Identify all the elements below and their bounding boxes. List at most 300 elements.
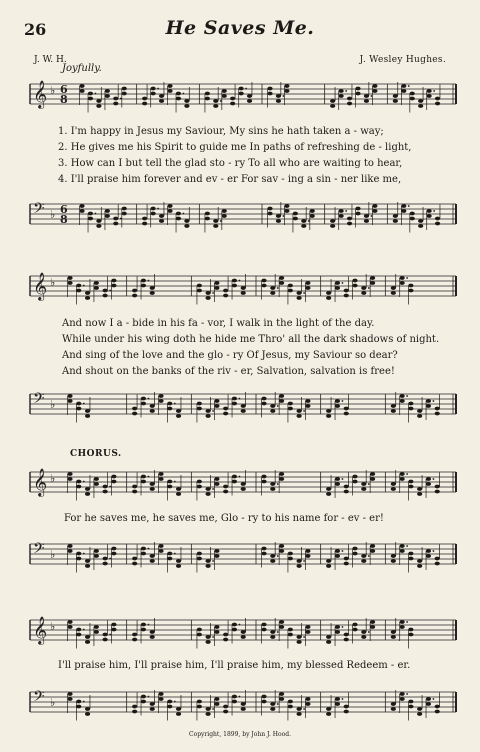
- verse-4-line-1: 4. I'll praise him forever and ev - er For sav - ing a sin - ner like me,: [58, 174, 402, 185]
- note-head: [167, 552, 172, 556]
- note-head: [361, 635, 366, 639]
- note-head: [150, 559, 155, 563]
- dot: [433, 550, 435, 552]
- dot: [406, 395, 408, 397]
- note-head: [176, 559, 181, 563]
- dot: [148, 398, 150, 400]
- note-head: [88, 217, 93, 221]
- note-head: [85, 487, 90, 491]
- note-head: [103, 490, 108, 494]
- note-head: [310, 214, 315, 218]
- note-head: [401, 84, 406, 88]
- note-head: [223, 490, 228, 494]
- note-head: [408, 485, 413, 489]
- verse-4-line-2: And shout on the banks of the riv - er, Salvation, salvation is free!: [62, 366, 395, 377]
- note-head: [132, 705, 137, 709]
- note-head: [103, 633, 108, 637]
- note-head: [197, 628, 202, 632]
- note-head: [111, 552, 116, 556]
- note-head: [391, 559, 396, 563]
- note-head: [293, 212, 298, 216]
- dot: [83, 629, 85, 631]
- note-head: [76, 557, 81, 561]
- note-head: [241, 286, 246, 290]
- note-head: [355, 207, 360, 211]
- note-head: [158, 544, 163, 548]
- dot: [212, 708, 214, 710]
- note-head: [214, 477, 219, 481]
- note-head: [103, 562, 108, 566]
- note-head: [270, 482, 275, 486]
- note-head: [297, 707, 302, 711]
- dot: [277, 483, 279, 485]
- note-head: [176, 92, 181, 96]
- note-head: [132, 407, 137, 411]
- note-head: [67, 544, 72, 548]
- note-head: [270, 291, 275, 295]
- note-head: [167, 89, 172, 93]
- note-head: [408, 402, 413, 406]
- dot: [148, 280, 150, 282]
- note-head: [355, 87, 360, 91]
- note-head: [205, 92, 210, 96]
- dot: [368, 631, 370, 633]
- dot: [148, 476, 150, 478]
- note-head: [370, 477, 375, 481]
- note-head: [213, 104, 218, 108]
- note-head: [418, 224, 423, 228]
- note-head: [261, 623, 266, 627]
- note-head: [408, 705, 413, 709]
- note-head: [232, 279, 237, 283]
- note-head: [435, 412, 440, 416]
- note-head: [310, 209, 315, 213]
- note-head: [361, 286, 366, 290]
- note-head: [391, 630, 396, 634]
- note-head: [401, 89, 406, 93]
- note-head: [344, 407, 349, 411]
- bass-clef: 𝄢: [33, 688, 45, 709]
- dot: [120, 98, 122, 100]
- note-head: [288, 628, 293, 632]
- note-head: [67, 281, 72, 285]
- note-head: [270, 630, 275, 634]
- note-head: [76, 552, 81, 556]
- note-head: [297, 409, 302, 413]
- note-head: [361, 559, 366, 563]
- note-head: [326, 707, 331, 711]
- note-head: [222, 214, 227, 218]
- note-head: [410, 212, 415, 216]
- note-head: [400, 472, 405, 476]
- note-head: [400, 549, 405, 553]
- note-head: [132, 289, 137, 293]
- note-head: [150, 635, 155, 639]
- note-head: [391, 702, 396, 706]
- note-head: [223, 485, 228, 489]
- note-head: [435, 485, 440, 489]
- note-head: [435, 102, 440, 106]
- note-head: [184, 224, 189, 228]
- dot: [368, 287, 370, 289]
- note-head: [370, 549, 375, 553]
- time-signature-bottom: 8: [60, 213, 68, 226]
- note-head: [214, 399, 219, 403]
- note-head: [241, 702, 246, 706]
- note-head: [241, 487, 246, 491]
- note-head: [261, 547, 266, 551]
- dot: [277, 631, 279, 633]
- treble-clef: 𝄞: [33, 468, 48, 496]
- note-head: [94, 286, 99, 290]
- time-signature-bottom: 8: [60, 93, 68, 106]
- note-head: [305, 625, 310, 629]
- flat-sign: ♭: [50, 620, 56, 633]
- note-head: [122, 87, 127, 91]
- note-head: [103, 294, 108, 298]
- note-head: [391, 409, 396, 413]
- note-head: [361, 482, 366, 486]
- note-head: [326, 291, 331, 295]
- note-head: [426, 404, 431, 408]
- note-head: [427, 209, 432, 213]
- note-head: [111, 475, 116, 479]
- note-head: [141, 480, 146, 484]
- dot: [212, 636, 214, 638]
- note-head: [408, 552, 413, 556]
- note-head: [435, 407, 440, 411]
- note-head: [85, 291, 90, 295]
- note-head: [241, 482, 246, 486]
- note-head: [159, 99, 164, 103]
- note-head: [326, 296, 331, 300]
- note-head: [76, 628, 81, 632]
- note-head: [417, 409, 422, 413]
- note-head: [288, 700, 293, 704]
- note-head: [270, 409, 275, 413]
- note-head: [361, 554, 366, 558]
- note-head: [305, 702, 310, 706]
- note-head: [370, 620, 375, 624]
- note-head: [167, 700, 172, 704]
- note-head: [159, 214, 164, 218]
- note-head: [222, 209, 227, 213]
- dot: [408, 205, 410, 207]
- note-head: [352, 547, 357, 551]
- note-head: [426, 554, 431, 558]
- note-head: [301, 219, 306, 223]
- note-head: [103, 638, 108, 642]
- flat-sign: ♭: [50, 84, 56, 97]
- note-head: [391, 707, 396, 711]
- note-head: [141, 552, 146, 556]
- note-head: [435, 217, 440, 221]
- note-head: [370, 625, 375, 629]
- note-head: [223, 407, 228, 411]
- note-head: [113, 222, 118, 226]
- note-head: [427, 214, 432, 218]
- note-head: [151, 207, 156, 211]
- note-head: [352, 628, 357, 632]
- note-head: [408, 284, 413, 288]
- note-head: [222, 94, 227, 98]
- note-head: [76, 633, 81, 637]
- note-head: [326, 409, 331, 413]
- note-head: [435, 562, 440, 566]
- note-head: [141, 475, 146, 479]
- note-head: [85, 559, 90, 563]
- note-head: [344, 633, 349, 637]
- note-head: [88, 92, 93, 96]
- note-head: [279, 697, 284, 701]
- note-head: [206, 640, 211, 644]
- dot: [174, 403, 176, 405]
- note-head: [391, 635, 396, 639]
- note-head: [206, 291, 211, 295]
- note-head: [297, 559, 302, 563]
- note-head: [301, 224, 306, 228]
- note-head: [417, 487, 422, 491]
- treble-clef: 𝄞: [33, 80, 48, 108]
- dot: [174, 553, 176, 555]
- note-head: [326, 635, 331, 639]
- flat-sign: ♭: [50, 548, 56, 561]
- note-head: [206, 414, 211, 418]
- note-head: [176, 414, 181, 418]
- note-head: [391, 286, 396, 290]
- note-head: [76, 705, 81, 709]
- note-head: [267, 212, 272, 216]
- dot: [183, 93, 185, 95]
- note-head: [167, 407, 172, 411]
- note-head: [279, 399, 284, 403]
- note-head: [408, 289, 413, 293]
- note-head: [400, 544, 405, 548]
- note-head: [400, 394, 405, 398]
- note-head: [239, 87, 244, 91]
- note-head: [352, 480, 357, 484]
- note-head: [410, 217, 415, 221]
- note-head: [267, 207, 272, 211]
- note-head: [270, 404, 275, 408]
- note-head: [111, 284, 116, 288]
- dot: [95, 93, 97, 95]
- note-head: [284, 209, 289, 213]
- flat-sign: ♭: [50, 472, 56, 485]
- dot: [342, 478, 344, 480]
- note-head: [297, 564, 302, 568]
- note-head: [364, 94, 369, 98]
- note-head: [400, 692, 405, 696]
- note-head: [67, 472, 72, 476]
- note-head: [279, 544, 284, 548]
- note-head: [279, 276, 284, 280]
- dot: [371, 95, 373, 97]
- note-head: [111, 279, 116, 283]
- note-head: [270, 635, 275, 639]
- note-head: [197, 407, 202, 411]
- note-head: [197, 633, 202, 637]
- note-head: [158, 399, 163, 403]
- note-head: [352, 552, 357, 556]
- note-head: [197, 552, 202, 556]
- note-head: [232, 402, 237, 406]
- dot: [239, 696, 241, 698]
- note-head: [159, 219, 164, 223]
- note-head: [241, 409, 246, 413]
- note-head: [76, 480, 81, 484]
- note-head: [344, 294, 349, 298]
- note-head: [76, 402, 81, 406]
- note-head: [239, 92, 244, 96]
- note-head: [151, 92, 156, 96]
- note-head: [103, 485, 108, 489]
- dot: [342, 400, 344, 402]
- note-head: [122, 212, 127, 216]
- dot: [342, 550, 344, 552]
- note-head: [214, 554, 219, 558]
- treble-clef: 𝄞: [33, 616, 48, 644]
- dot: [342, 282, 344, 284]
- note-head: [330, 224, 335, 228]
- flat-sign: ♭: [50, 696, 56, 709]
- note-head: [176, 97, 181, 101]
- note-head: [232, 397, 237, 401]
- note-head: [76, 407, 81, 411]
- note-head: [347, 222, 352, 226]
- note-head: [335, 702, 340, 706]
- note-head: [67, 394, 72, 398]
- bass-staff-system-3: [0, 538, 480, 588]
- note-head: [330, 104, 335, 108]
- note-head: [122, 92, 127, 96]
- note-head: [279, 281, 284, 285]
- note-head: [355, 92, 360, 96]
- dot: [342, 698, 344, 700]
- note-head: [408, 407, 413, 411]
- note-head: [159, 94, 164, 98]
- note-head: [214, 281, 219, 285]
- note-head: [339, 209, 344, 213]
- note-head: [401, 204, 406, 208]
- note-head: [297, 414, 302, 418]
- dot: [433, 478, 435, 480]
- note-head: [184, 104, 189, 108]
- note-head: [176, 487, 181, 491]
- chorus-lyric-line-1: For he saves me, he saves me, Glo - ry to his name for - ev - er!: [64, 513, 384, 524]
- note-head: [435, 705, 440, 709]
- dot: [406, 277, 408, 279]
- note-head: [344, 557, 349, 561]
- note-head: [206, 707, 211, 711]
- note-head: [279, 472, 284, 476]
- dot: [406, 545, 408, 547]
- note-head: [158, 477, 163, 481]
- note-head: [372, 209, 377, 213]
- note-head: [393, 99, 398, 103]
- dot: [212, 488, 214, 490]
- note-head: [297, 635, 302, 639]
- note-head: [364, 214, 369, 218]
- note-head: [261, 475, 266, 479]
- note-head: [232, 623, 237, 627]
- note-head: [347, 217, 352, 221]
- note-head: [270, 702, 275, 706]
- note-head: [67, 692, 72, 696]
- note-head: [96, 104, 101, 108]
- note-head: [410, 92, 415, 96]
- note-head: [297, 640, 302, 644]
- note-head: [105, 214, 110, 218]
- note-head: [417, 712, 422, 716]
- note-head: [391, 291, 396, 295]
- note-head: [400, 625, 405, 629]
- note-head: [206, 559, 211, 563]
- note-head: [88, 97, 93, 101]
- note-head: [214, 702, 219, 706]
- treble-staff-system-1: [0, 78, 480, 128]
- chorus-lyric-line-2: I'll praise him, I'll praise him, I'll praise him, my blessed Redeem - er.: [58, 660, 411, 671]
- note-head: [305, 281, 310, 285]
- note-head: [393, 94, 398, 98]
- note-head: [85, 564, 90, 568]
- note-head: [141, 397, 146, 401]
- note-head: [261, 397, 266, 401]
- dot: [406, 473, 408, 475]
- note-head: [293, 217, 298, 221]
- note-head: [85, 409, 90, 413]
- note-head: [288, 402, 293, 406]
- dot: [148, 696, 150, 698]
- note-head: [418, 104, 423, 108]
- note-head: [326, 487, 331, 491]
- note-head: [142, 102, 147, 106]
- note-head: [372, 89, 377, 93]
- copyright-notice: Copyright, 1899, by John J. Hood.: [189, 731, 291, 738]
- dot: [308, 220, 310, 222]
- note-head: [267, 87, 272, 91]
- note-head: [393, 219, 398, 223]
- note-head: [205, 217, 210, 221]
- note-head: [230, 102, 235, 106]
- note-head: [400, 697, 405, 701]
- note-head: [335, 630, 340, 634]
- note-head: [67, 399, 72, 403]
- note-head: [214, 630, 219, 634]
- note-head: [284, 89, 289, 93]
- note-head: [417, 564, 422, 568]
- note-head: [151, 212, 156, 216]
- dot: [303, 560, 305, 562]
- verse-1-line-1: 1. I'm happy in Jesus my Saviour, My sins he hath taken a - way;: [58, 126, 384, 137]
- note-head: [326, 564, 331, 568]
- note-head: [427, 94, 432, 98]
- note-head: [305, 630, 310, 634]
- note-head: [184, 219, 189, 223]
- verse-2-line-2: While under his wing doth he hide me Thro' all the dark shadows of night.: [62, 334, 440, 345]
- note-head: [288, 289, 293, 293]
- note-head: [418, 99, 423, 103]
- note-head: [261, 284, 266, 288]
- note-head: [330, 99, 335, 103]
- note-head: [132, 490, 137, 494]
- note-head: [223, 412, 228, 416]
- note-head: [435, 710, 440, 714]
- verse-2-line-1: 2. He gives me his Spirit to guide me In paths of refreshing de - light,: [58, 142, 412, 153]
- note-head: [391, 554, 396, 558]
- time-signature-top: 6: [60, 203, 68, 216]
- note-head: [288, 284, 293, 288]
